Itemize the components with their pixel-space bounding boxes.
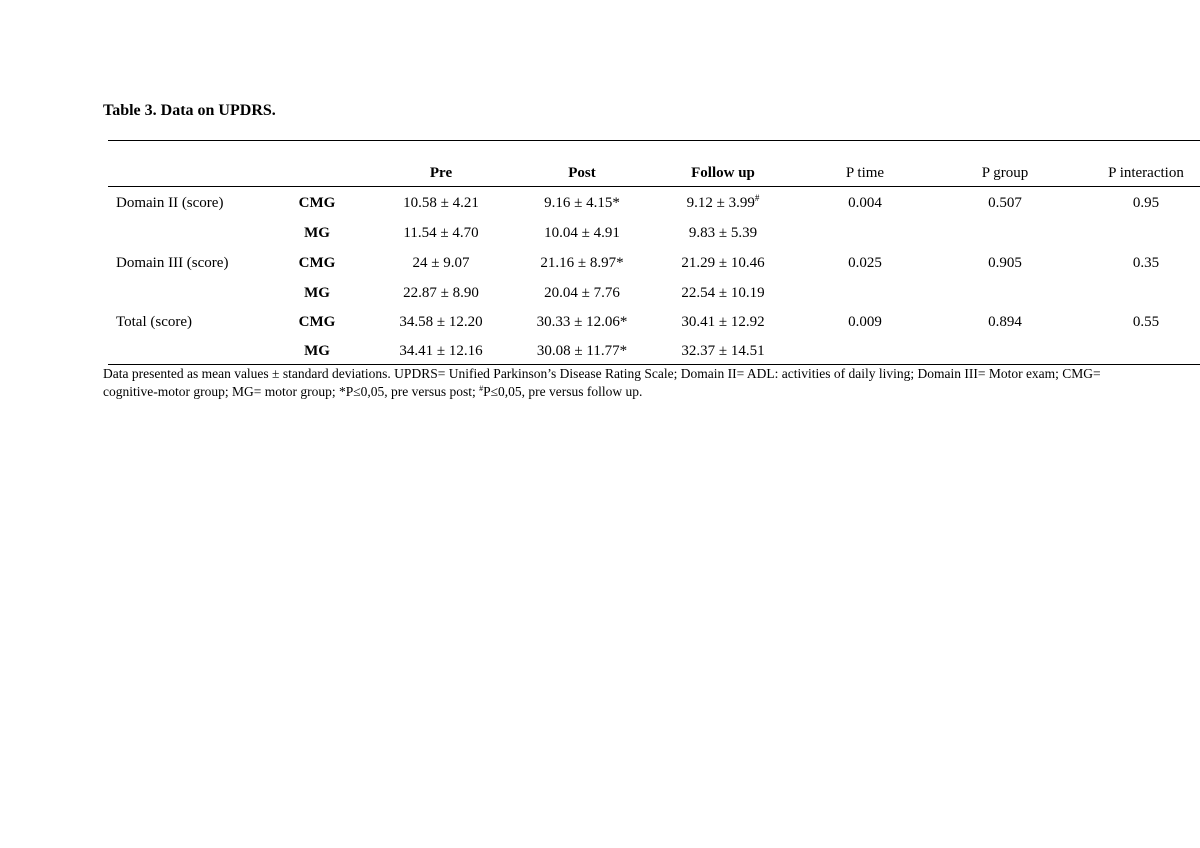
cell-p-interaction: 0.95 [1132, 195, 1160, 211]
cell-post: 20.04 ± 7.76 [544, 285, 620, 301]
cell-pre: 11.54 ± 4.70 [403, 225, 479, 241]
row-domain-label: Domain II (score) [116, 195, 224, 211]
header-p-time: P time [845, 165, 885, 181]
row-group-label: MG [304, 225, 330, 241]
header-p-interaction: P interaction [1108, 165, 1184, 181]
footnote-text: Data presented as mean values ± standard deviations. UPDRS= Unified Parkinson’s Disease Rating Scale; Domain II= ADL: activities of daily living; Domain III= Motor exam; CMG= cognitive-motor group; MG= motor group; *P≤0,05, pre versus post; [103, 366, 1101, 399]
row-domain-label: Total (score) [116, 314, 192, 330]
row-group-label: CMG [298, 255, 336, 271]
footnote-text-end: P≤0,05, pre versus follow up. [483, 384, 643, 399]
cell-p-time: 0.004 [848, 195, 882, 211]
cell-p-time: 0.025 [848, 255, 882, 271]
header-pre: Pre [429, 165, 453, 181]
row-domain-label: Domain III (score) [116, 255, 229, 271]
cell-follow-up: 30.41 ± 12.92 [681, 314, 765, 330]
cell-pre: 22.87 ± 8.90 [403, 285, 479, 301]
cell-follow-up: 32.37 ± 14.51 [681, 343, 765, 359]
cell-pre: 34.41 ± 12.16 [399, 343, 483, 359]
significance-mark: # [754, 193, 760, 203]
cell-follow-up-value: 9.12 ± 3.99 [686, 195, 755, 211]
cell-follow-up: 21.29 ± 10.46 [681, 255, 765, 271]
cell-post: 10.04 ± 4.91 [544, 225, 620, 241]
row-group-label: MG [304, 343, 330, 359]
header-follow-up: Follow up [691, 165, 755, 181]
cell-pre: 10.58 ± 4.21 [403, 195, 479, 211]
cell-p-group: 0.507 [988, 195, 1022, 211]
header-p-group: P group [981, 165, 1029, 181]
cell-post: 30.33 ± 12.06* [536, 314, 628, 330]
cell-p-interaction: 0.55 [1132, 314, 1160, 330]
cell-p-group: 0.905 [988, 255, 1022, 271]
cell-pre: 34.58 ± 12.20 [399, 314, 483, 330]
table-caption: Table 3. Data on UPDRS. [103, 102, 276, 119]
cell-follow-up: 22.54 ± 10.19 [681, 285, 765, 301]
header-post: Post [568, 165, 596, 181]
cell-p-group: 0.894 [988, 314, 1022, 330]
table-header-rule [108, 186, 1200, 187]
table-footnote [103, 365, 1103, 401]
cell-post: 21.16 ± 8.97* [540, 255, 624, 271]
cell-pre: 24 ± 9.07 [412, 255, 470, 271]
cell-follow-up: 9.83 ± 5.39 [688, 225, 758, 241]
cell-post: 9.16 ± 4.15* [544, 195, 620, 211]
table-top-rule [108, 140, 1200, 141]
cell-post: 30.08 ± 11.77* [536, 343, 628, 359]
row-group-label: CMG [298, 314, 336, 330]
cell-p-time: 0.009 [848, 314, 882, 330]
footnote-mark: # [479, 384, 484, 393]
cell-follow-up [687, 194, 760, 212]
row-group-label: CMG [298, 195, 336, 211]
cell-p-interaction: 0.35 [1132, 255, 1160, 271]
row-group-label: MG [304, 285, 330, 301]
